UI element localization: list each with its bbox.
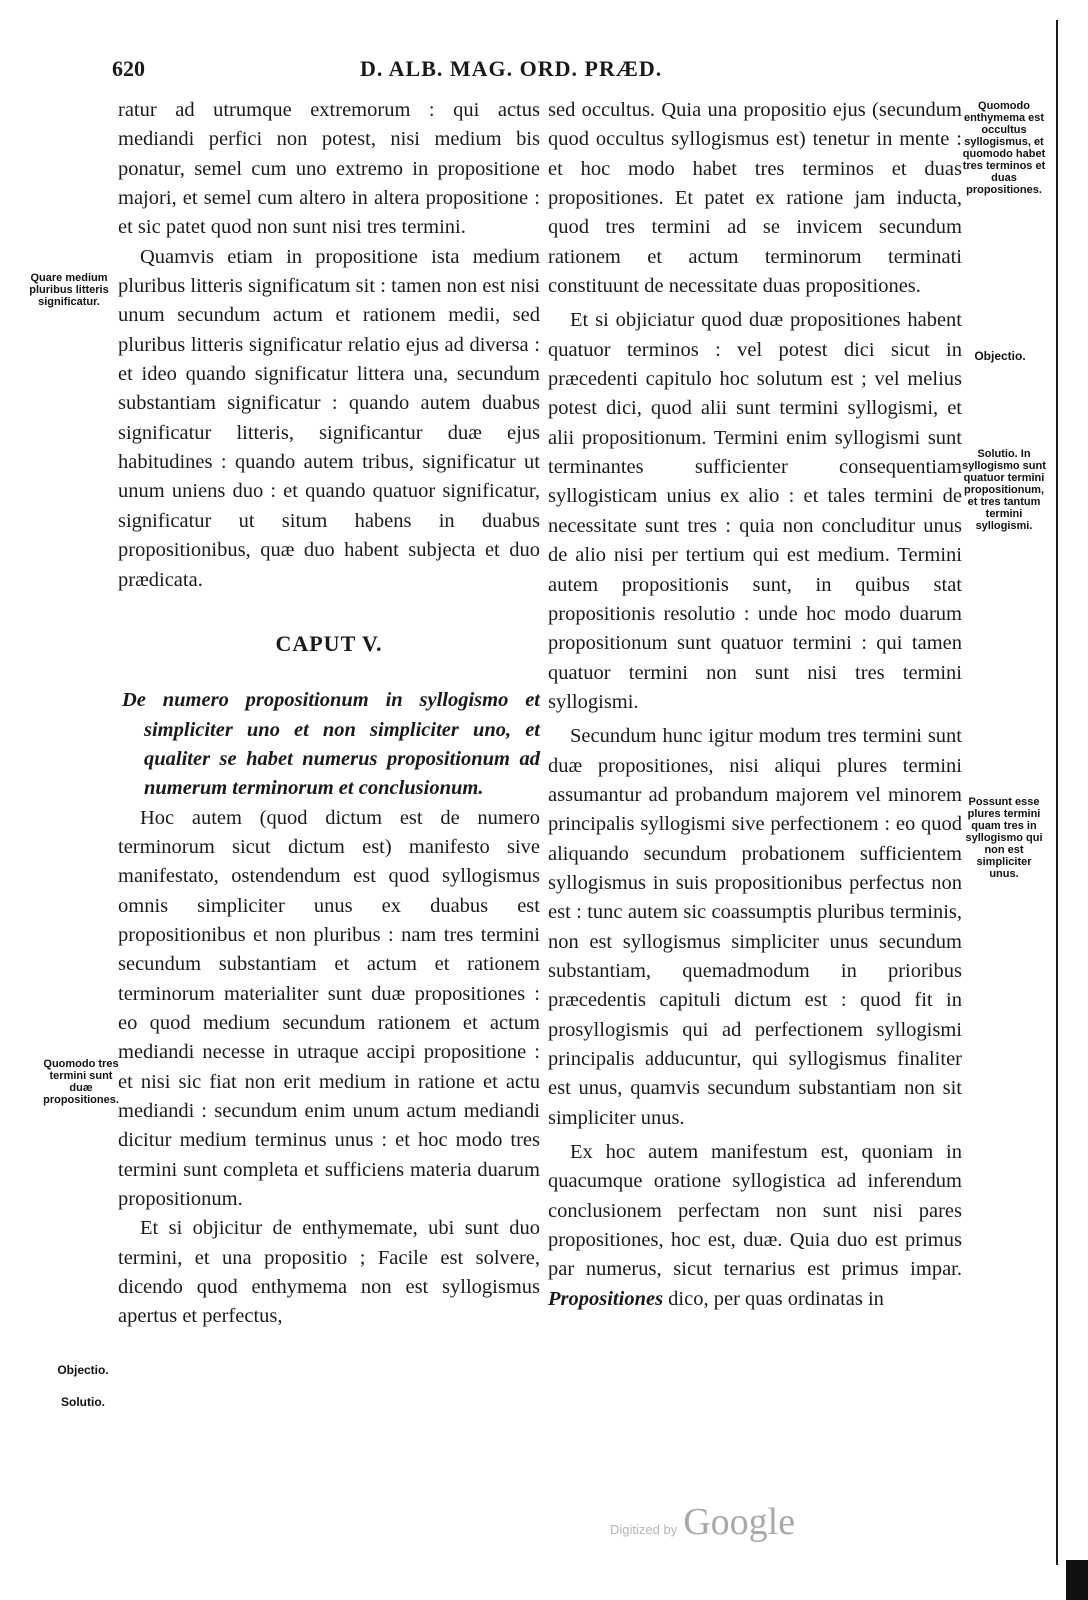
page-number: 620 — [112, 56, 145, 81]
left-paragraph-4: Et si objicitur de enthymemate, ubi sunt duo termini, et una propositio ; Facile est solvere, dicendo quod enthymema non est syllogismus apertus et perfectus, — [118, 1217, 540, 1328]
page-edge-rule — [1056, 20, 1058, 1565]
margin-note-solutio-left: Solutio. — [61, 1395, 105, 1409]
right-paragraph-4-italic: Propositiones — [548, 1287, 664, 1310]
chapter-heading: CAPUT V. — [275, 630, 383, 656]
left-paragraph-2: Quamvis etiam in propositione ista medium pluribus litteris significatum sit : tamen non est nisi unum secundum actum et rationem medii, sed pluribus litteris significatur relatio ejus ad diversa : et ideo quando significatur littera una, secundum substantiam significatur : quando autem duabus significatur litteris, significantur duæ ejus habitudines : quando autem tribus, significatur ut unum uniens duo : et quando quatuor significatur, significatur ut situm habens in duabus propositionibus, quæ duo habent subjecta et duo prædicata. — [118, 245, 540, 591]
right-paragraph-2: Et si objiciatur quod duæ propositiones habent quatuor terminos : vel potest dici sicut in præcedenti capitulo hoc solutum est ; vel melius potest dici, quod alii sunt termini syllogismi, et alii propositionum. Termini enim syllogismi sunt terminantes sufficienter consequentiam syllogisticam unius ex alio : et tales termini de necessitate sunt tres : quia non concluditur unus de alio nisi per tertium qui est medium. Termini autem propositionis sunt, in quibus stat propositionis resolutio : unde hoc modo duarum propositionum sunt quatuor termini : qui tamen quatuor termini non sunt nisi tres termini syllogismi. — [548, 309, 962, 713]
right-column — [548, 96, 962, 1314]
margin-note-solutio-right: Solutio. In syllogismo sunt quatuor termini propositionum, et tres tantum termini syllogismi. — [962, 448, 1046, 532]
watermark-digitized-text: Digitized by — [610, 1522, 678, 1537]
google-logo: Google — [683, 1501, 796, 1543]
corner-mark — [1066, 1560, 1088, 1600]
running-title: D. ALB. MAG. ORD. PRÆD. — [360, 56, 663, 81]
left-paragraph-3: Hoc autem (quod dictum est de numero terminorum sicut dictum est) manifesto sive manifestato, ostendendum est quod syllogismus omnis simpliciter unus ex duabus est propositionibus et non pluribus : nam tres termini secundum substantiam et actum et rationem terminorum materialiter sunt duæ propositiones : eo quod medium secundum rationem et actum mediandi necesse in utraque accipi propositione : et nisi sic fiat non erit medium in ratione et actu mediandi : secundum enim unum actum mediandi dicitur medium terminus unus : et hoc modo tres termini sunt completa et sufficiens materia duarum propositionum. — [118, 806, 540, 1211]
margin-note-objectio-left: Objectio. — [57, 1363, 109, 1377]
margin-note-objectio-right: Objectio. — [974, 349, 1026, 363]
left-paragraph-1: ratur ad utrumque extremorum : qui actus mediandi perfici non potest, nisi medium bis ponatur, semel cum uno extremo in propositione majori, et semel cum altero in altera propositione : et sic patet quod non sunt nisi tres termini. — [118, 99, 540, 239]
left-column — [118, 96, 540, 1332]
right-paragraph-3: Secundum hunc igitur modum tres termini sunt duæ propositiones, nisi aliqui plures termini assumantur ad probandum majorem vel minorem principalis syllogismi sive perfectionem : eo quod aliquando secundum probationem sufficientem syllogismus in suis propositionibus perfectus non est : tunc autem sic coassumptis pluribus terminis, non est syllogismus simpliciter unus secundum substantiam, quemadmodum in prioribus præcedentis capituli dictum est : quod fit in prosyllogismis qui ad perfectionem syllogismi principalis adducuntur, qui syllogismus finaliter est unus, quamvis secundum substantiam non sit simpliciter unus. — [548, 725, 962, 1129]
right-paragraph-1: sed occultus. Quia una propositio ejus (secundum quod occultus syllogismus est) tenetur in mente : et hoc modo habet tres terminos et duas propositiones. Et patet ex ratione jam inducta, quod tres termini ad se invicem secundum rationem et actum terminorum terminati constituunt de necessitate duas propositiones. — [548, 99, 962, 298]
chapter-summary: De numero propositionum in syllogismo et simpliciter uno et non simpliciter uno, et qualiter se habet numerus propositionum ad numerum terminorum et conclusionum. — [122, 689, 540, 800]
margin-note-possunt: Possunt esse plures termini quam tres in syllogismo qui non est simpliciter unus. — [965, 796, 1043, 880]
right-paragraph-4 — [548, 1138, 962, 1314]
margin-note-quomodo-tres: Quomodo tres termini sunt duæ propositiones. — [43, 1058, 119, 1106]
right-paragraph-4-end: dico, per quas ordinatas in — [668, 1287, 884, 1310]
margin-note-quare-medium: Quare medium pluribus litteris significatur. — [29, 272, 109, 308]
digitized-watermark — [610, 1500, 840, 1544]
right-paragraph-4-start: Ex hoc autem manifestum est, quoniam in quacumque oratione syllogistica ad inferendum conclusionem perfectam non sunt nisi pares propositiones, hoc est, duæ. Quia duo est primus par numerus, sicut ternarius est primus impar. — [548, 1141, 962, 1281]
margin-note-quomodo-enthymema: Quomodo enthymema est occultus syllogismus, et quomodo habet tres terminos et duas propositiones. — [962, 100, 1046, 196]
